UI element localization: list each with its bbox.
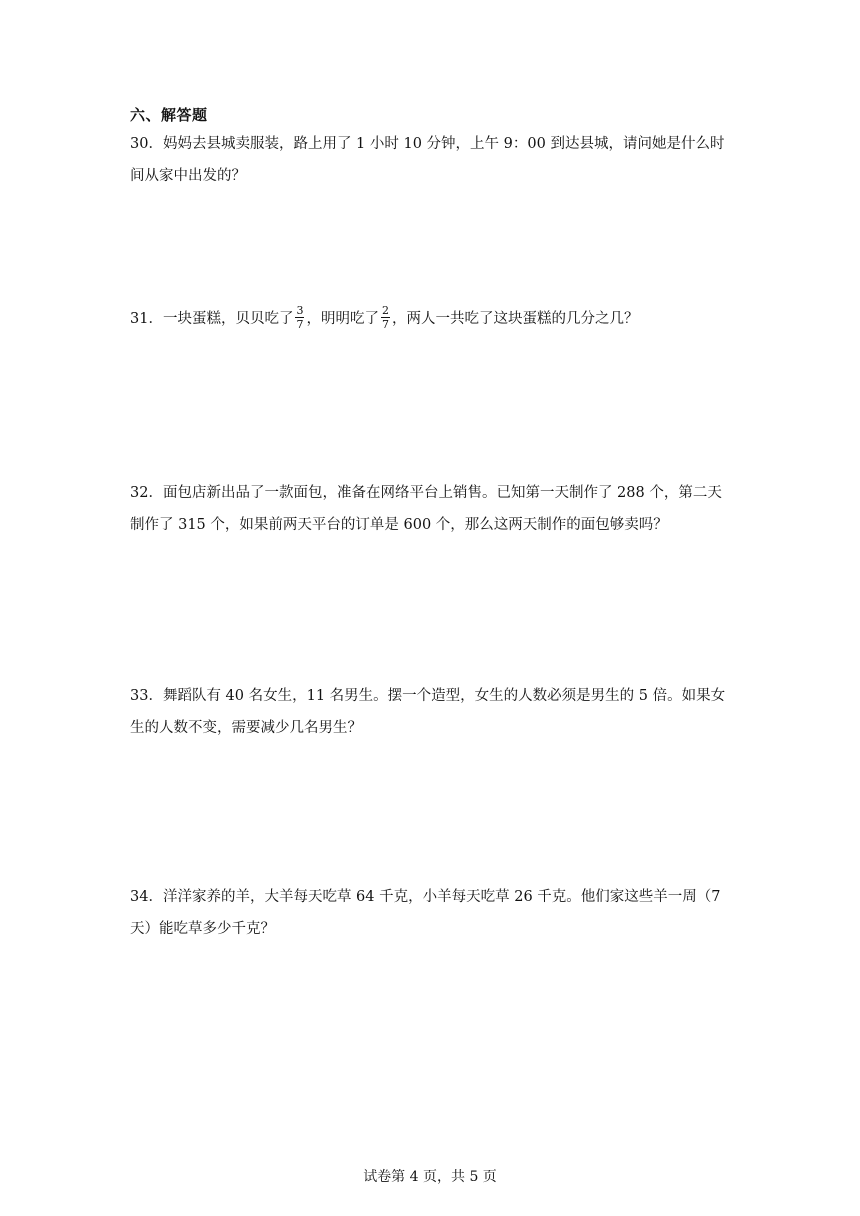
question-33-line-1: 33．舞蹈队有 40 名女生，11 名男生。摆一个造型，女生的人数必须是男生的 5 倍。如果女 [130, 688, 726, 704]
question-32-line-2: 制作了 315 个，如果前两天平台的订单是 600 个，那么这两天制作的面包够卖吗？ [130, 517, 668, 533]
question-30 [130, 128, 740, 192]
fraction-two-sevenths [381, 304, 390, 331]
question-31-suffix: ，两人一共吃了这块蛋糕的几分之几？ [391, 311, 639, 327]
question-34-line-2: 天）能吃草多少千克？ [130, 921, 275, 937]
question-31-line-1 [130, 303, 740, 335]
fraction-numerator: 2 [381, 303, 389, 317]
fraction-three-sevenths [295, 304, 304, 331]
question-31-prefix: 31．一块蛋糕，贝贝吃了 [130, 311, 294, 327]
fraction-denominator: 7 [296, 317, 304, 331]
question-32-line-1: 32．面包店新出品了一款面包，准备在网络平台上销售。已知第一天制作了 288 个，第二天 [130, 485, 722, 501]
page-footer: 试卷第 4 页，共 5 页 [363, 1169, 497, 1185]
question-31-middle: ，明明吃了 [306, 311, 379, 327]
fraction-denominator: 7 [381, 317, 389, 331]
question-34-line-1: 34．洋洋家养的羊，大羊每天吃草 64 千克，小羊每天吃草 26 千克。他们家这些羊一周（7 [130, 889, 721, 905]
question-30-line-2: 间从家中出发的？ [130, 168, 246, 184]
question-34 [130, 881, 740, 945]
question-32 [130, 477, 740, 541]
fraction-numerator: 3 [296, 303, 304, 317]
question-33 [130, 680, 740, 744]
question-30-line-1: 30．妈妈去县城卖服装，路上用了 1 小时 10 分钟，上午 9：00 到达县城，请问她是什么时 [130, 136, 725, 152]
section-title: 六、解答题 [130, 106, 208, 124]
question-33-line-2: 生的人数不变，需要减少几名男生？ [130, 720, 362, 736]
question-31 [130, 303, 740, 335]
